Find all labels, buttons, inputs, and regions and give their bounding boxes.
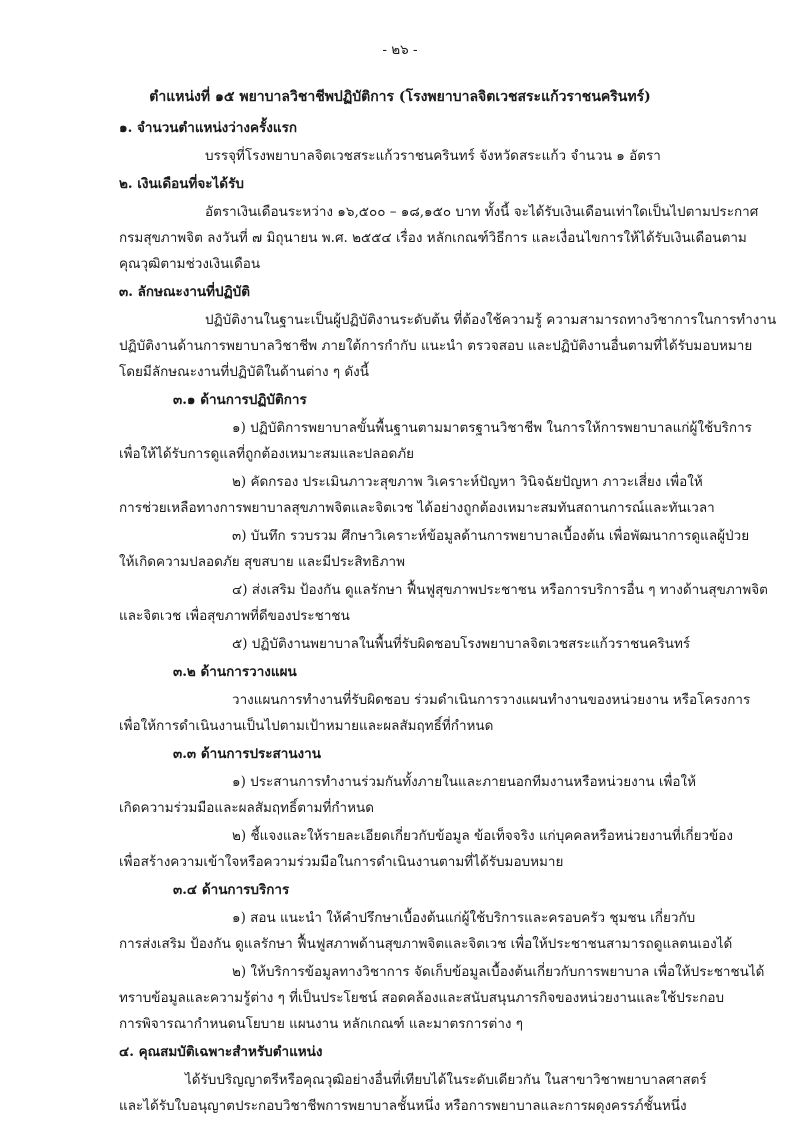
list-item: ๓) บันทึก รวบรวม ศึกษาวิเคราะห์ข้อมูลด้านการพยาบาลเบื้องต้น เพื่อพัฒนาการดูแลผู้ป่วย [232, 528, 750, 544]
section-3-text: ปฏิบัติงานด้านการพยาบาลวิชาชีพ ภายใต้การกำกับ แนะนำ ตรวจสอบ และปฏิบัติงานอื่นตามที่ได้รับมอบหมาย [119, 338, 753, 354]
section-4-heading: ๔. คุณสมบัติเฉพาะสำหรับตำแหน่ง [119, 1044, 323, 1060]
list-item: เพื่อให้ได้รับการดูแลที่ถูกต้องเหมาะสมและปลอดภัย [119, 446, 415, 462]
list-item: ให้เกิดความปลอดภัย สุขสบาย และมีประสิทธิภาพ [119, 554, 405, 570]
section-2-text: กรมสุขภาพจิต ลงวันที่ ๗ มิถุนายน พ.ศ. ๒๕๕๔ เรื่อง หลักเกณฑ์วิธีการ และเงื่อนไขการให้ได้รับเงินเดือนตาม [119, 230, 747, 246]
section-1-heading: ๑. จำนวนตำแหน่งว่างครั้งแรก [119, 120, 298, 136]
list-item: ๑) ปฏิบัติการพยาบาลขั้นพื้นฐานตามมาตรฐานวิชาชีพ ในการให้การพยาบาลแก่ผู้ใช้บริการ [232, 420, 752, 436]
list-item: ๑) สอน แนะนำ ให้คำปรึกษาเบื้องต้นแก่ผู้ใช้บริการและครอบครัว ชุมชน เกี่ยวกับ [232, 910, 696, 926]
list-item: ๑) ประสานการทำงานร่วมกันทั้งภายในและภายนอกทีมงานหรือหน่วยงาน เพื่อให้ [232, 774, 696, 790]
list-item: วางแผนการทำงานที่รับผิดชอบ ร่วมดำเนินการวางแผนทำงานของหน่วยงาน หรือโครงการ [232, 692, 751, 708]
list-item: ทราบข้อมูลและความรู้ต่าง ๆ ที่เป็นประโยชน์ สอดคล้องและสนับสนุนภารกิจของหน่วยงานและใช้ประกอบ [119, 990, 725, 1006]
list-item: การช่วยเหลือทางการพยาบาลสุขภาพจิตและจิตเวช ได้อย่างถูกต้องเหมาะสมทันสถานการณ์และทันเวลา [119, 500, 715, 516]
section-2-heading: ๒. เงินเดือนที่จะได้รับ [119, 176, 244, 192]
page-number: - ๒๖ - [382, 42, 418, 58]
list-item: เกิดความร่วมมือและผลสัมฤทธิ์ตามที่กำหนด [119, 800, 375, 816]
subsection-3-3-heading: ๓.๓ ด้านการประสานงาน [173, 746, 321, 762]
list-item: ๒) ให้บริการข้อมูลทางวิชาการ จัดเก็บข้อมูลเบื้องต้นเกี่ยวกับการพยาบาล เพื่อให้ประชาชนได้ [232, 964, 765, 980]
list-item: ๕) ปฏิบัติงานพยาบาลในพื้นที่รับผิดชอบโรงพยาบาลจิตเวชสระแก้วราชนครินทร์ [232, 636, 691, 652]
list-item: เพื่อให้การดำเนินงานเป็นไปตามเป้าหมายและผลสัมฤทธิ์ที่กำหนด [119, 718, 494, 734]
section-3-text: โดยมีลักษณะงานที่ปฏิบัติในด้านต่าง ๆ ดังนี้ [119, 364, 369, 380]
subsection-3-2-heading: ๓.๒ ด้านการวางแผน [173, 664, 297, 680]
section-4-text: ได้รับปริญญาตรีหรือคุณวุฒิอย่างอื่นที่เทียบได้ในระดับเดียวกัน ในสาขาวิชาพยาบาลศาสตร์ [185, 1072, 707, 1088]
subsection-3-1-heading: ๓.๑ ด้านการปฏิบัติการ [173, 392, 307, 408]
section-1-text: บรรจุที่โรงพยาบาลจิตเวชสระแก้วราชนครินทร์ จังหวัดสระแก้ว จำนวน ๑ อัตรา [205, 148, 661, 164]
list-item: เพื่อสร้างความเข้าใจหรือความร่วมมือในการดำเนินงานตามที่ได้รับมอบหมาย [119, 854, 564, 870]
list-item: ๒) คัดกรอง ประเมินภาวะสุขภาพ วิเคราะห์ปัญหา วินิจฉัยปัญหา ภาวะเสี่ยง เพื่อให้ [232, 474, 703, 490]
position-title: ตำแหน่งที่ ๑๕ พยาบาลวิชาชีพปฏิบัติการ (โรงพยาบาลจิตเวชสระแก้วราชนครินทร์) [149, 89, 651, 105]
section-3-heading: ๓. ลักษณะงานที่ปฏิบัติ [119, 284, 251, 300]
section-2-text: อัตราเงินเดือนระหว่าง ๑๖,๕๐๐ – ๑๘,๑๕๐ บาท ทั้งนี้ จะได้รับเงินเดือนเท่าใดเป็นไปตามประกาศ [205, 204, 759, 220]
section-4-text: และได้รับใบอนุญาตประกอบวิชาชีพการพยาบาลชั้นหนึ่ง หรือการพยาบาลและการผดุงครรภ์ชั้นหนึ่ง [119, 1098, 687, 1114]
section-3-text: ปฏิบัติงานในฐานะเป็นผู้ปฏิบัติงานระดับต้น ที่ต้องใช้ความรู้ ความสามารถทางวิชาการในการทำงาน [205, 312, 777, 328]
list-item: ๒) ชี้แจงและให้รายละเอียดเกี่ยวกับข้อมูล ข้อเท็จจริง แก่บุคคลหรือหน่วยงานที่เกี่ยวข้อง [232, 828, 733, 844]
section-2-text: คุณวุฒิตามช่วงเงินเดือน [119, 256, 261, 272]
subsection-3-4-heading: ๓.๔ ด้านการบริการ [173, 882, 290, 898]
list-item: การพิจารณากำหนดนโยบาย แผนงาน หลักเกณฑ์ และมาตรการต่าง ๆ [119, 1016, 524, 1032]
list-item: การส่งเสริม ป้องกัน ดูแลรักษา ฟื้นฟูสภาพด้านสุขภาพจิตและจิตเวช เพื่อให้ประชาชนสามารถดูแลตนเองได้ [119, 936, 733, 952]
list-item: และจิตเวช เพื่อสุขภาพที่ดีของประชาชน [119, 608, 350, 624]
list-item: ๔) ส่งเสริม ป้องกัน ดูแลรักษา ฟื้นฟูสุขภาพประชาชน หรือการบริการอื่น ๆ ทางด้านสุขภาพจิต [232, 582, 768, 598]
